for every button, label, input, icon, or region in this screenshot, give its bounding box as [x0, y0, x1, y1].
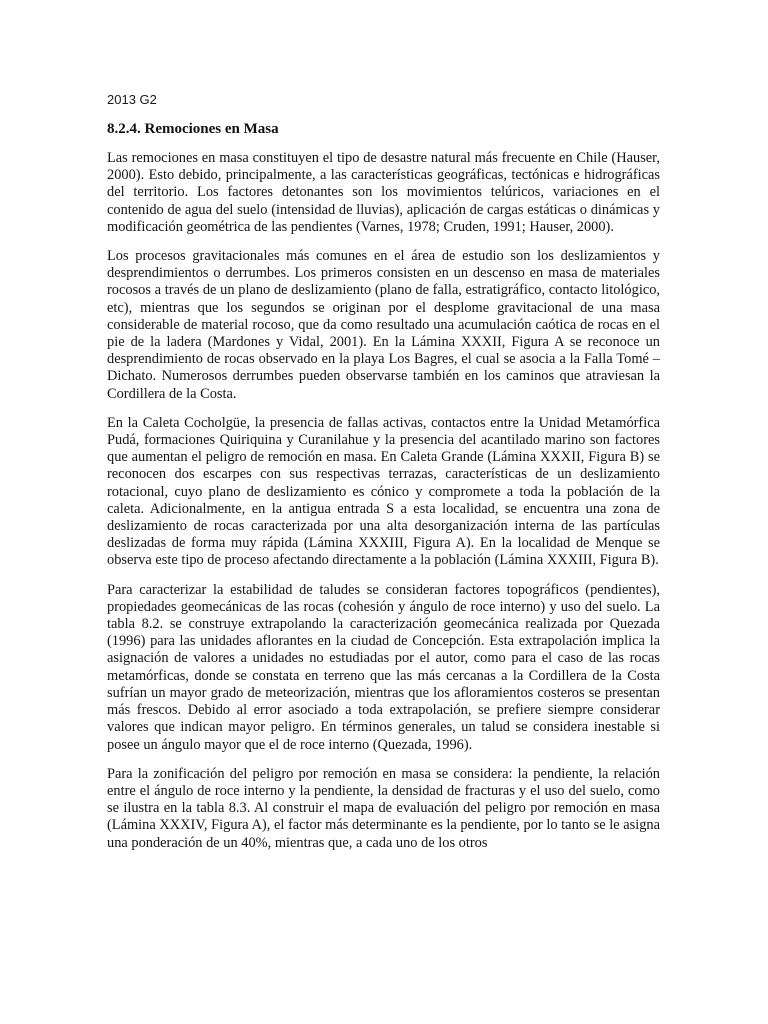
- paragraph-4: Para caracterizar la estabilidad de taludes se consideran factores topográficos (pendientes), propiedades geomecánicas de las rocas (cohesión y ángulo de roce interno) y uso del suelo. La tabla 8.2. se construye extrapolando la caracterización geomecánica realizada por Quezada (1996) para las unidades aflorantes en la ciudad de Concepción. Esta extrapolación implica la asignación de valores a unidades no estudiadas por el autor, como para el caso de las rocas metamórficas, donde se constata en terreno que las más cercanas a la Cordillera de la Costa sufrían un mayor grado de meteorización, mientras que los afloramientos costeros se presentan más frescos. Debido al error asociado a toda extrapolación, se prefiere siempre considerar valores que indican mayor peligro. En términos generales, un talud se considera inestable si posee un ángulo mayor que el de roce interno (Quezada, 1996).: [107, 581, 660, 753]
- paragraph-5: Para la zonificación del peligro por remoción en masa se considera: la pendiente, la relación entre el ángulo de roce interno y la pendiente, la densidad de fracturas y el uso del suelo, como se ilustra en la tabla 8.3. Al construir el mapa de evaluación del peligro por remoción en masa (Lámina XXXIV, Figura A), el factor más determinante es la pendiente, por lo tanto se le asigna una ponderación de un 40%, mientras que, a cada uno de los otros: [107, 765, 660, 851]
- body-text: [107, 150, 660, 864]
- paragraph-3: En la Caleta Cocholgüe, la presencia de fallas activas, contactos entre la Unidad Metamórfica Pudá, formaciones Quiriquina y Curanilahue y la presencia del acantilado marino son factores que aumentan el peligro de remoción en masa. En Caleta Grande (Lámina XXXII, Figura B) se reconocen dos escarpes con sus respectivas terrazas, características de un deslizamiento rotacional, cuyo plano de deslizamiento es cónico y compromete a toda la población de la caleta. Adicionalmente, en la antigua entrada S a esta localidad, se encuentra una zona de deslizamiento de rocas caracterizada por una alta desorganización interna de las partículas deslizadas de forma muy rápida (Lámina XXXIII, Figura A). En la localidad de Menque se observa este tipo de proceso afectando directamente a la población (Lámina XXXIII, Figura B).: [107, 414, 660, 569]
- paragraph-1: Las remociones en masa constituyen el tipo de desastre natural más frecuente en Chile (Hauser, 2000). Esto debido, principalmente, a las características geográficas, tectónicas e hidrográficas del territorio. Los factores detonantes son los movimientos telúricos, variaciones en el contenido de agua del suelo (intensidad de lluvias), aplicación de cargas estáticas o dinámicas y modificación geométrica de las pendientes (Varnes, 1978; Cruden, 1991; Hauser, 2000).: [107, 150, 660, 235]
- section-heading: 8.2.4. Remociones en Masa: [107, 121, 279, 137]
- paragraph-2: Los procesos gravitacionales más comunes en el área de estudio son los deslizamientos y desprendimientos o derrumbes. Los primeros consisten en un descenso en masa de materiales rocosos a través de un plano de deslizamiento (plano de falla, estratigráfico, contacto litológico, etc), mientras que los segundos se originan por el desplome gravitacional de una masa considerable de material rocoso, que da como resultado una acumulación caótica de rocas en el pie de la ladera (Mardones y Vidal, 2001). En la Lámina XXXII, Figura A se reconoce un desprendimiento de rocas observado en la playa Los Bagres, el cual se asocia a la Falla Tomé – Dichato. Numerosos derrumbes pueden observarse también en los caminos que atraviesan la Cordillera de la Costa.: [107, 248, 660, 402]
- document-label: 2013 G2: [107, 92, 157, 107]
